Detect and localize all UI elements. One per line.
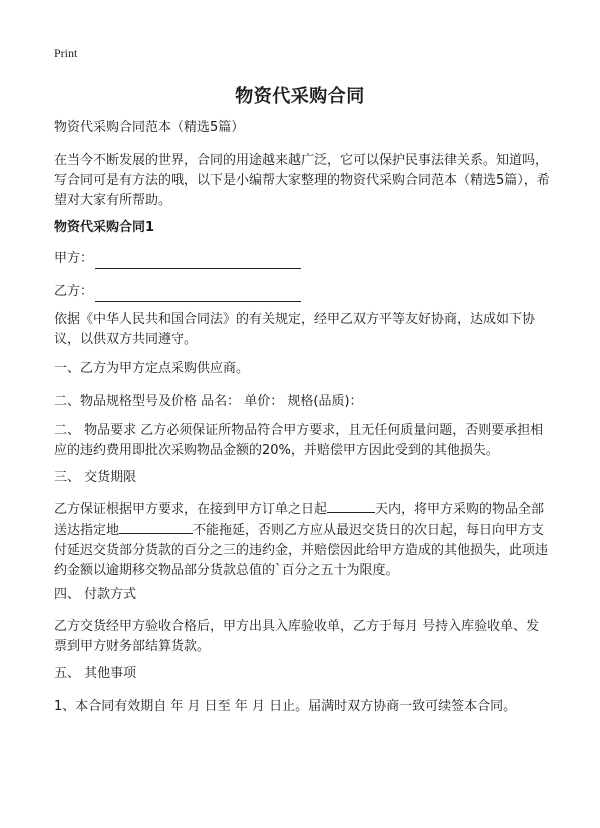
party-b-field xyxy=(54,282,301,302)
clause-5-item-1: 1、本合同有效期自 年 月 日至 年 月 日止。届满时双方协商一致可续签本合同。 xyxy=(54,699,517,714)
clause-3-text-2: 天内，将甲方采购的物品全部送达指定地 xyxy=(54,502,545,538)
party-b-blank xyxy=(95,287,301,302)
intro-paragraph: 在当今不断发展的世界，合同的用途越来越广泛，它可以保护民事法律关系。知道吗，写合同可是有方法的哦，以下是小编帮大家整理的物资代采购合同范本（精选5篇），希望对大家有所帮助。 xyxy=(54,153,550,208)
party-a-field xyxy=(54,249,301,269)
party-b-label: 乙方： xyxy=(54,284,94,299)
print-link[interactable]: Print xyxy=(54,46,78,60)
clause-5-title: 五、 其他事项 xyxy=(54,666,137,681)
document-subtitle: 物资代采购合同范本（精选5篇） xyxy=(54,120,245,135)
document-title: 物资代采购合同 xyxy=(235,86,365,107)
clause-3-text-3: 不能拖延，否则乙方应从最迟交货日的次日起，每日向甲方支付延迟交货部分货款的百分之三的违约金，并赔偿因此给甲方造成的其他损失，此项违约金额以逾期移交物品部分货款总值的`百分之五十为限度。 xyxy=(54,523,549,578)
location-blank xyxy=(119,520,193,534)
clause-1: 一、乙方为甲方定点采购供应商。 xyxy=(54,361,250,376)
clause-4-title: 四、 付款方式 xyxy=(54,587,137,602)
clause-2-requirements: 二、 物品要求 乙方必须保证所物品符合甲方要求，且无任何质量问题，否则要承担相应的违约费用即批次采购物品金额的20%，并赔偿甲方因此受到的其他损失。 xyxy=(54,423,544,458)
clause-3-title: 三、 交货期限 xyxy=(54,470,137,485)
clause-3-text-1: 乙方保证根据甲方要求，在接到甲方订单之日起 xyxy=(54,502,328,517)
clause-4-body: 乙方交货经甲方验收合格后，甲方出具入库验收单，乙方于每月 号持入库验收单、发票到甲方财务部结算货款。 xyxy=(54,619,540,654)
party-a-blank xyxy=(95,254,301,269)
party-a-label: 甲方： xyxy=(54,251,94,266)
days-blank xyxy=(327,499,375,513)
clause-3-body xyxy=(54,499,550,581)
preamble-paragraph: 依据《中华人民共和国合同法》的有关规定，经甲乙双方平等友好协商，达成如下协议，以供双方共同遵守。 xyxy=(54,312,536,347)
contract-heading: 物资代采购合同1 xyxy=(54,220,155,235)
clause-2-prices: 二、物品规格型号及价格 品名： 单价： 规格(品质)： xyxy=(54,394,363,409)
